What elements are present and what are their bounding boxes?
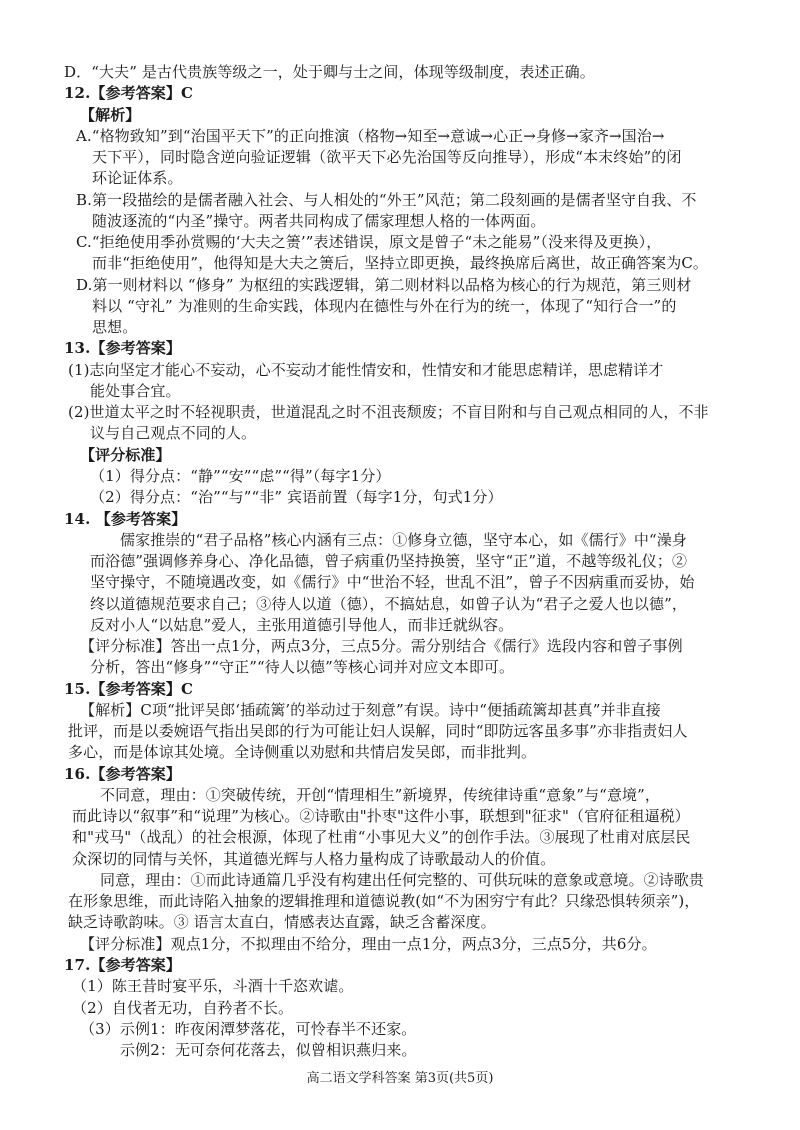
text-line: (2)世道太平之时不轻视职责，世道混乱之时不沮丧颓废；不盲目附和与自己观点相同的人，不非 <box>68 403 709 422</box>
text-line: 17.【参考答案】 <box>64 956 181 974</box>
text-line: 分析，答出“修身”“守正”“待人以德”等核心词并对应文本即可。 <box>90 658 515 677</box>
text-line: 【解析】 <box>80 105 141 124</box>
text-line: （2）自伐者无功，自矜者不长。 <box>72 998 294 1017</box>
text-line: 【评分标准】 <box>80 445 171 464</box>
text-line: 示例2：无可奈何花落去，似曾相识燕归来。 <box>120 1041 417 1059</box>
text-line: 反对小人“以姑息”爱人，主张用道德引导他人，而非迁就纵容。 <box>90 615 514 634</box>
text-line: A.“格物致知”到“治国平天下”的正向推演（格物→知至→意诚→心正→身修→家齐→国治→ <box>76 126 665 145</box>
text-line: 议与自己观点不同的人。 <box>90 424 257 443</box>
text-line: 16.【参考答案】 <box>64 764 181 783</box>
text-line: 同意，理由：①而此诗通篇几乎没有构建出任何完整的、可供玩味的意象或意境。②诗歌贵 <box>100 870 705 889</box>
text-line: 而浴德”强调修养身心、净化品德，曾子病重仍坚持换箦，坚守“正”道，不越等级礼仪；② <box>90 552 688 570</box>
page-footer: 高二语文学科答案 第3页(共5页) <box>306 1071 494 1086</box>
text-line: 天下平），同时隐含逆向验证逻辑（欲平天下必先治国等反向推导），形成“本末终始”的闭 <box>92 148 682 166</box>
text-line: (1)志向坚定才能心不妄动，心不妄动才能性情安和，性情安和才能思虑精详，思虑精详才 <box>68 360 664 379</box>
text-line: 15.【参考答案】C <box>64 679 194 698</box>
text-line: （1）陈王昔时宴平乐，斗酒十千恣欢谑。 <box>72 977 354 996</box>
text-line: D.第一则材料以 “修身” 为枢纽的实践逻辑，第二则材料以品格为核心的行为规范，第三则材 <box>76 275 692 294</box>
text-line: C.“拒绝使用季孙赏赐的‘大夫之箦’”表述错误，原文是曾子“未之能易”（没来得及更换）， <box>76 233 662 252</box>
text-line: 不同意，理由：①突破传统，开创“情理相生”新境界，传统律诗重“意象”与“意境”， <box>100 785 661 804</box>
text-line: 【评分标准】观点1分，不拟理由不给分，理由一点1分，两点3分，三点5分，共6分。 <box>80 934 657 953</box>
text-line: 儒家推崇的“君子品格”核心内涵有三点：①修身立德，坚守本心，如《儒行》中“澡身 <box>120 530 687 549</box>
text-line: 【评分标准】答出一点1分，两点3分，三点5分。需分别结合《儒行》选段内容和曾子事例 <box>80 637 683 655</box>
text-line: 缺乏诗歌韵味。③ 语言太直白，情感表达直露，缺乏含蓄深度。 <box>68 913 496 932</box>
text-line: 14. 【参考答案】 <box>64 509 187 528</box>
text-line: B.第一段描绘的是儒者融入社会、与人相处的“外王”风范；第二段刻画的是儒者坚守自我、不 <box>76 190 697 209</box>
text-line: 批评，而是以委婉语气指出吴郎的行为可能让妇人误解，同时“即防远客虽多事”亦非指责妇人 <box>68 722 688 741</box>
text-line: 料以 “守礼” 为准则的生命实践，体现内在德性与外在行为的统一，体现了“知行合一”的 <box>92 296 677 315</box>
text-line: （3）示例1：昨夜闲潭梦落花，可怜春半不还家。 <box>80 1019 417 1038</box>
text-line: 环论证体系。 <box>92 169 183 188</box>
text-line: 坚守操守，不随境遇改变，如《儒行》中“世治不轻，世乱不沮”，曾子不因病重而妥协，始 <box>90 573 695 592</box>
text-line: 13.【参考答案】 <box>64 339 181 358</box>
text-line: 终以道德规范要求自己；③待人以道（德），不搞姑息，如曾子认为“君子之爱人也以德”， <box>90 594 687 613</box>
text-line: 而此诗以“叙事”和“说理”为核心。②诗歌由"扑枣"这件小事，联想到"征求"（官府征租逼税） <box>72 807 690 826</box>
text-line: 和"戎马"（战乱）的社会根源，体现了杜甫“小事见大义”的创作手法。③展现了杜甫对底层民 <box>72 828 691 847</box>
text-line: 【解析】C项“批评吴郎‘插疏篱’的举动过于刻意”有误。诗中“便插疏篱却甚真”并非直接 <box>80 700 661 719</box>
text-line: 在形象思维，而此诗陷入抽象的逻辑推理和道德说教(如“不为困穷宁有此？只缘恐惧转须亲”)， <box>68 892 700 911</box>
text-line: 12.【参考答案】C <box>64 84 194 103</box>
text-line: 多心，而是体谅其处境。全诗侧重以劝慰和共情启发吴郎，而非批判。 <box>68 743 537 762</box>
text-line: 能处事合宜。 <box>90 381 181 400</box>
text-line: （1）得分点：“静”“安”“虑”“得”（每字1分） <box>90 467 391 485</box>
text-line: 思想。 <box>92 318 138 337</box>
text-line: 随波逐流的“内圣”操守。两者共同构成了儒家理想人格的一体两面。 <box>92 211 546 230</box>
text-line: 而非“拒绝使用”，他得知是大夫之箦后，坚持立即更换，最终换席后离世，故正确答案为C。 <box>92 254 709 273</box>
text-line: （2）得分点：“治”“与”“非” 宾语前置（每字1分，句式1分） <box>90 488 503 507</box>
text-line: D．“大夫” 是古代贵族等级之一，处于卿与士之间，体现等级制度，表述正确。 <box>64 63 595 81</box>
text-line: 众深切的同情与关怀，其道德光辉与人格力量构成了诗歌最动人的价值。 <box>72 849 556 868</box>
